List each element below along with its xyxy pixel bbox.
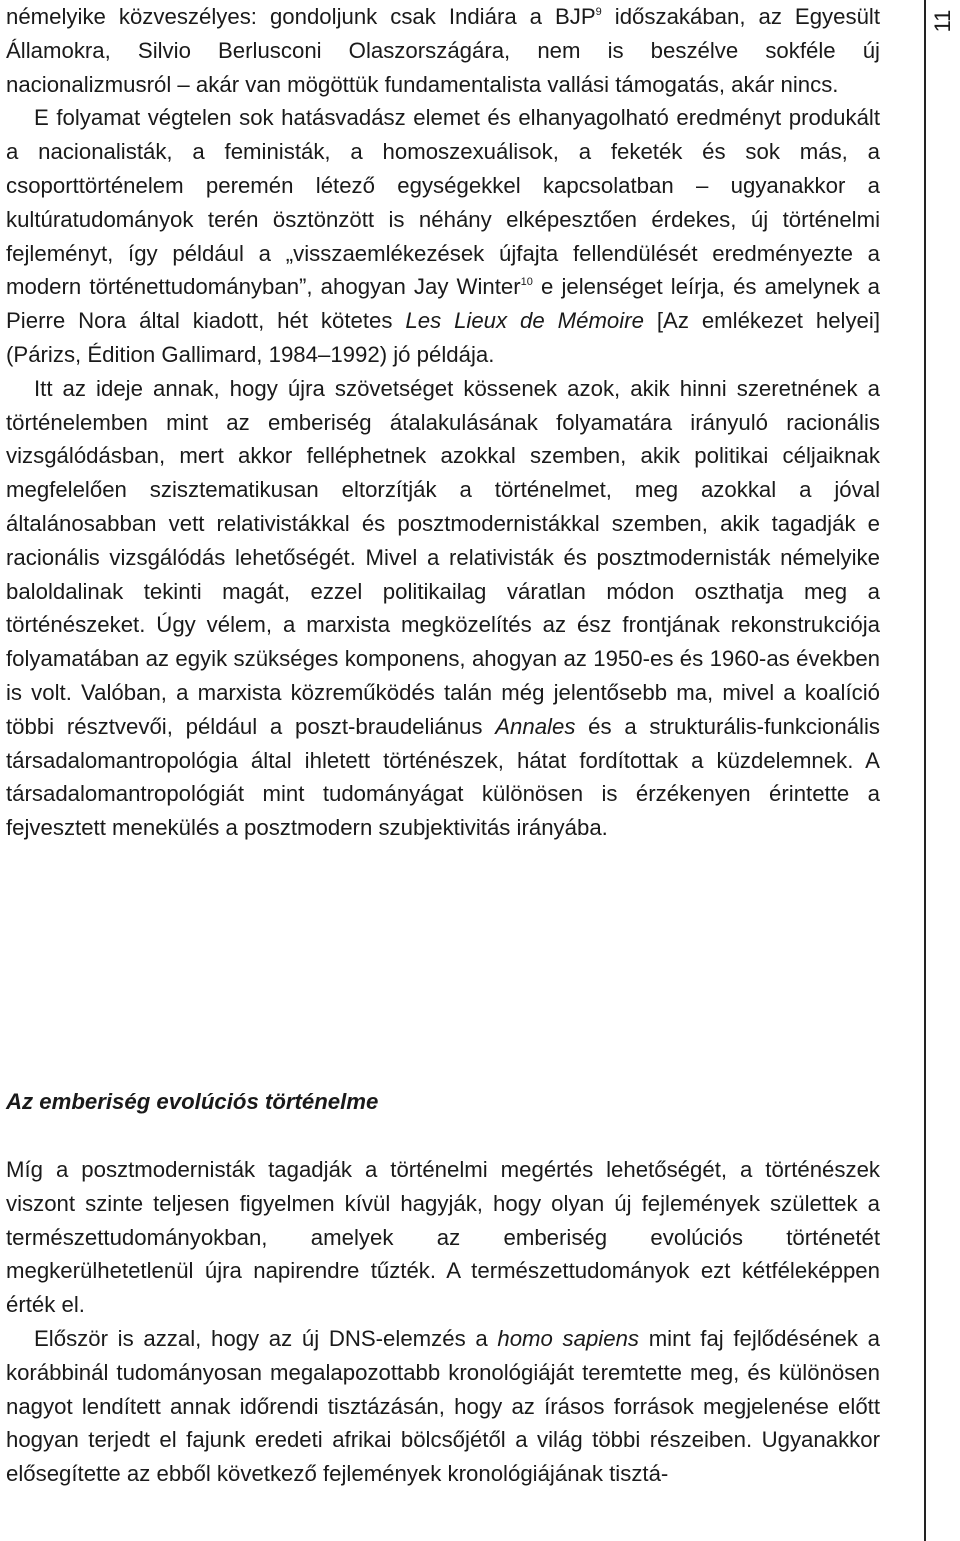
section-heading: Az emberiség evolúciós történelme xyxy=(6,1089,379,1114)
paragraph-5-text-a: Először is azzal, hogy az új DNS-elemzés a xyxy=(34,1325,498,1351)
footnote-ref-10[interactable]: 10 xyxy=(520,276,533,289)
journal-name-annales: Annales xyxy=(495,713,576,739)
main-text-column xyxy=(6,0,880,845)
footnote-ref-9[interactable]: 9 xyxy=(595,6,602,18)
paragraph-4: Míg a posztmodernisták tagadják a történelmi megértés lehetőségét, a történészek viszont szinte teljesen figyelmen kívül hagyják, hogy olyan új fejlemények születtek a természettudományokban, amelyek az emberiség evolúciós történetét megkerülhetetlenül újra napirendre tűzték. A természettudományok ezt kétféleképpen érték el. xyxy=(6,1157,880,1318)
paragraph-5 xyxy=(6,1322,880,1491)
paragraph-2 xyxy=(6,101,880,371)
paragraph-5-text-b: mint faj fejlődésének a korábbinál tudományosan megalapozottabb kronológiáját teremtette meg, és különösen nagyot lendített annak időrendi tisztázásán, hogy az írásos források megjelenése előtt hogyan terjedt el fajunk eredeti afrikai bölcsőjétől a világ többi részeiben. Ugyanakkor elősegítette az ebből következő fejlemények kronológiájának tisztá- xyxy=(6,1325,880,1487)
paragraph-3-text-b: és a strukturális-funkcionális társadalomantropológia által ihletett történészek, hátat fordítottak a küzdelemnek. A társadalomantropológiát mint tudományágat különösen is érzékenyen érintette a fejvesztett menekülés a posztmodern szubjektivitás irányába. xyxy=(6,713,880,841)
paragraph-1-text-a: némelyike közveszélyes: gondoljunk csak Indiára a BJP xyxy=(6,4,596,29)
paragraph-1-text-b: időszakában, az Egyesült Államokra, Silvio Berlusconi Olaszországára, nem is beszélve sokféle új nacionalizmusról – akár van mögöttük fundamentalista vallási támogatás, akár nincs. xyxy=(6,4,881,97)
paragraph-2-text-c: [Az emlékezet helyei] (Párizs, Édition Gallimard, 1984–1992) jó példája. xyxy=(6,308,880,367)
paragraph-2-text-b: e jelenséget leírja, és amelynek a Pierre Nora által kiadott, hét kötetes xyxy=(6,274,880,334)
paragraph-1 xyxy=(6,0,880,101)
term-homo-sapiens: homo sapiens xyxy=(497,1325,640,1351)
margin-rule xyxy=(924,0,926,1541)
page-number: 11 xyxy=(930,9,955,33)
paragraph-3-text-a: Itt az ideje annak, hogy újra szövetséget kössenek azok, akik hinni szeretnének a történelemben mint az emberiség átalakulásának folyamatára irányuló racionális vizsgálódásban, mert akkor felléphetnek azokkal szemben, akik politikai céljaiknak megfelelően szisztematikusan eltorzítják a történelmet, meg azokkal a jóval általánosabban vett relativistákkal és posztmodernistákkal szemben, akik tagadják e racionális vizsgálódás lehetőségét. Mivel a relativisták és posztmodernisták némelyike baloldalinak tekinti magát, ezzel politikailag váratlan módon oszthatja meg a történészeket. Úgy vélem, a marxista megközelítés az ész frontjának rekonstrukciója folyamatában az egyik szükséges komponens, ahogyan az 1950-es és 1960-as években is volt. Valóban, a marxista közreműködés talán még jelentősebb ma, mivel a koalíció többi résztvevői, például a poszt-braudeliánus xyxy=(6,375,880,739)
paragraph-3 xyxy=(6,372,880,845)
book-title-les-lieux: Les Lieux de Mémoire xyxy=(405,308,644,334)
section-text xyxy=(6,1153,880,1491)
paragraph-2-text-a: E folyamat végtelen sok hatásvadász elemet és elhanyagolható eredményt produkált a nacionalisták, a feministák, a homoszexuálisok, a feketék és sok más, a csoporttörténelem peremén létező egységekkel kapcsolatban – ugyanakkor a kultúratudományok terén ösztönzött is néhány elképesztően érdekes, új történelmi fejleményt, így például a „visszaemlékezések újfajta fellendülését eredményezte a modern történettudományban”, ahogyan Jay Winter xyxy=(6,105,880,300)
